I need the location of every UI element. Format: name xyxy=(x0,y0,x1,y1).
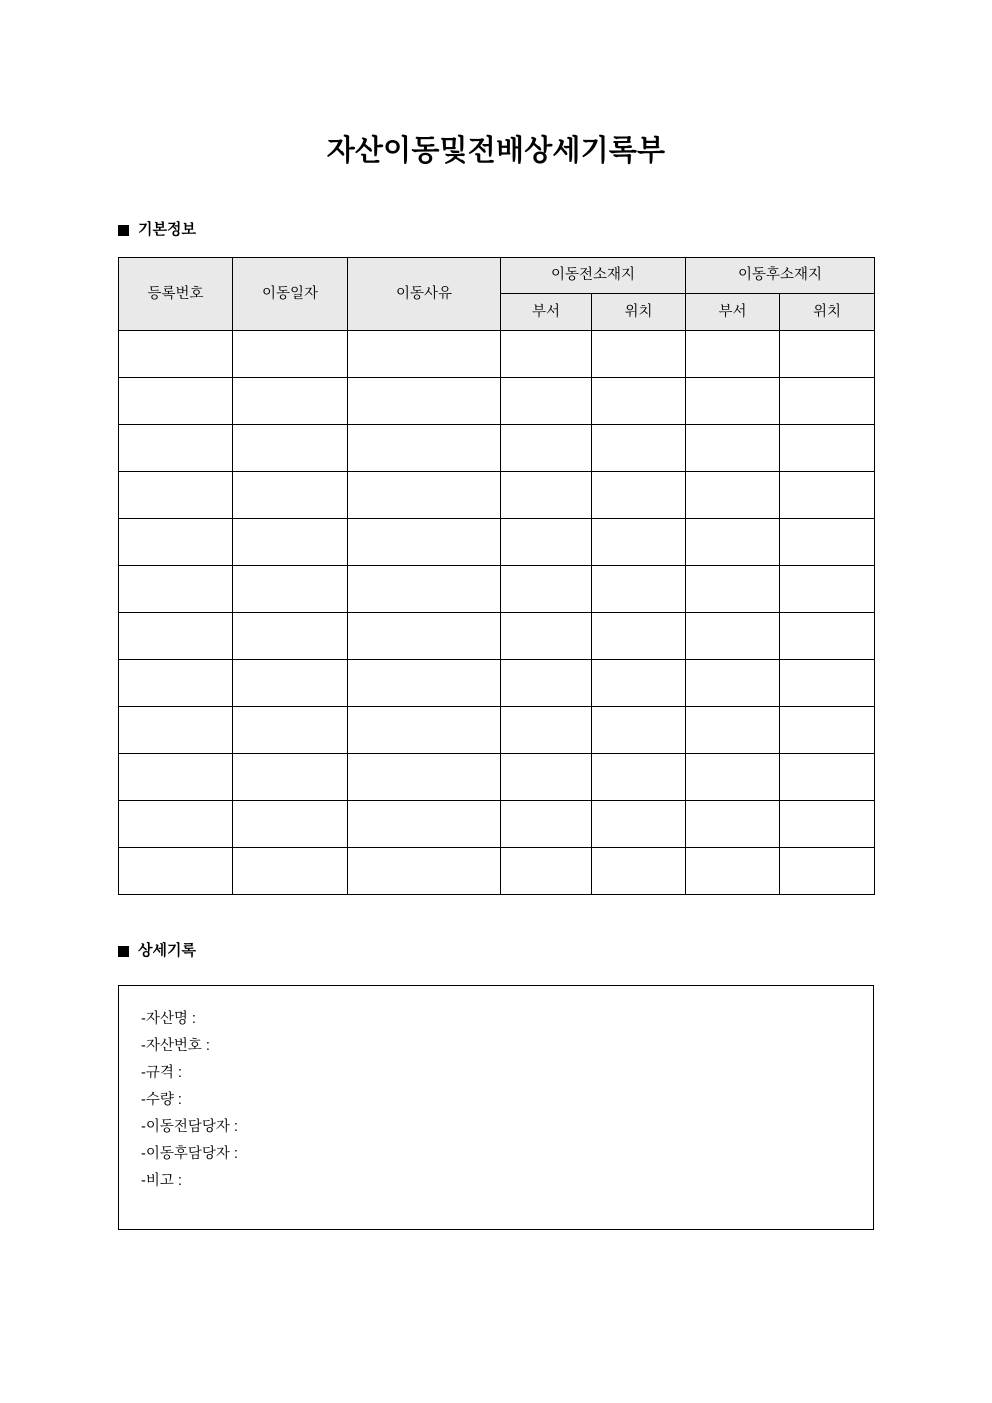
table-cell-empty[interactable] xyxy=(780,613,875,660)
table-cell-empty[interactable] xyxy=(119,754,233,801)
table-cell-empty[interactable] xyxy=(592,707,686,754)
table-cell-empty[interactable] xyxy=(686,801,780,848)
table-cell-empty[interactable] xyxy=(686,331,780,378)
table-cell-empty[interactable] xyxy=(233,801,348,848)
table-cell-empty[interactable] xyxy=(780,707,875,754)
table-cell-empty[interactable] xyxy=(686,378,780,425)
table-row xyxy=(119,425,875,472)
table-cell-empty[interactable] xyxy=(780,660,875,707)
group-header-location-before-move: 이동전소재지 xyxy=(501,258,686,294)
table-cell-empty[interactable] xyxy=(119,613,233,660)
table-row xyxy=(119,754,875,801)
table-cell-empty[interactable] xyxy=(119,707,233,754)
table-row xyxy=(119,519,875,566)
table-cell-empty[interactable] xyxy=(348,566,501,613)
detail-field-line[interactable]: -자산명 : xyxy=(141,1011,196,1027)
table-cell-empty[interactable] xyxy=(592,472,686,519)
table-cell-empty[interactable] xyxy=(119,472,233,519)
table-row xyxy=(119,613,875,660)
table-row xyxy=(119,660,875,707)
table-cell-empty[interactable] xyxy=(501,425,592,472)
table-cell-empty[interactable] xyxy=(780,425,875,472)
table-cell-empty[interactable] xyxy=(592,801,686,848)
table-cell-empty[interactable] xyxy=(592,425,686,472)
table-cell-empty[interactable] xyxy=(592,660,686,707)
table-cell-empty[interactable] xyxy=(501,472,592,519)
table-cell-empty[interactable] xyxy=(348,801,501,848)
table-cell-empty[interactable] xyxy=(780,801,875,848)
table-cell-empty[interactable] xyxy=(501,378,592,425)
table-cell-empty[interactable] xyxy=(686,660,780,707)
table-cell-empty[interactable] xyxy=(686,613,780,660)
table-cell-empty[interactable] xyxy=(348,848,501,895)
square-bullet-icon xyxy=(118,946,129,957)
table-cell-empty[interactable] xyxy=(348,519,501,566)
table-cell-empty[interactable] xyxy=(348,425,501,472)
detail-field-list xyxy=(119,986,873,1195)
table-cell-empty[interactable] xyxy=(119,848,233,895)
table-cell-empty[interactable] xyxy=(686,566,780,613)
column-header-move-reason: 이동사유 xyxy=(348,258,501,331)
section-heading-detail-record-label: 상세기록 xyxy=(138,942,196,959)
column-header-move-date: 이동일자 xyxy=(233,258,348,331)
table-cell-empty[interactable] xyxy=(780,331,875,378)
table-cell-empty[interactable] xyxy=(686,519,780,566)
table-cell-empty[interactable] xyxy=(348,472,501,519)
table-cell-empty[interactable] xyxy=(119,801,233,848)
table-cell-empty[interactable] xyxy=(233,660,348,707)
table-cell-empty[interactable] xyxy=(233,472,348,519)
detail-field-line[interactable]: -자산번호 : xyxy=(141,1038,210,1054)
column-header-registration-number: 등록번호 xyxy=(119,258,233,331)
table-header xyxy=(119,258,875,331)
table-cell-empty[interactable] xyxy=(348,754,501,801)
column-header-before-position: 위치 xyxy=(592,294,686,331)
table-cell-empty[interactable] xyxy=(233,331,348,378)
table-cell-empty[interactable] xyxy=(501,754,592,801)
table-row xyxy=(119,331,875,378)
section-heading-basic-info-label: 기본정보 xyxy=(138,221,196,238)
table-cell-empty[interactable] xyxy=(592,754,686,801)
table-cell-empty[interactable] xyxy=(592,378,686,425)
table-cell-empty[interactable] xyxy=(592,519,686,566)
table-cell-empty[interactable] xyxy=(501,566,592,613)
table-cell-empty[interactable] xyxy=(233,707,348,754)
table-cell-empty[interactable] xyxy=(592,331,686,378)
table-cell-empty[interactable] xyxy=(592,566,686,613)
table-cell-empty[interactable] xyxy=(780,754,875,801)
table-cell-empty[interactable] xyxy=(348,613,501,660)
column-header-before-department: 부서 xyxy=(501,294,592,331)
table-cell-empty[interactable] xyxy=(501,331,592,378)
detail-field-line[interactable]: -규격 : xyxy=(141,1065,182,1081)
section-heading-detail-record xyxy=(118,941,196,961)
section-heading-basic-info xyxy=(118,220,196,240)
table-cell-empty[interactable] xyxy=(592,848,686,895)
table-cell-empty[interactable] xyxy=(686,754,780,801)
group-header-location-after-move: 이동후소재지 xyxy=(686,258,875,294)
table-cell-empty[interactable] xyxy=(233,613,348,660)
table-cell-empty[interactable] xyxy=(119,660,233,707)
table-cell-empty[interactable] xyxy=(780,566,875,613)
table-cell-empty[interactable] xyxy=(233,754,348,801)
table-cell-empty[interactable] xyxy=(501,707,592,754)
table-body xyxy=(119,331,875,895)
table-cell-empty[interactable] xyxy=(501,613,592,660)
table-cell-empty[interactable] xyxy=(119,566,233,613)
table-cell-empty[interactable] xyxy=(686,425,780,472)
table-cell-empty[interactable] xyxy=(348,660,501,707)
detail-field-line[interactable]: -수량 : xyxy=(141,1092,182,1108)
table-cell-empty[interactable] xyxy=(233,378,348,425)
column-header-after-position: 위치 xyxy=(780,294,875,331)
table-cell-empty[interactable] xyxy=(233,519,348,566)
table-cell-empty[interactable] xyxy=(780,848,875,895)
table-cell-empty[interactable] xyxy=(119,331,233,378)
table-cell-empty[interactable] xyxy=(501,660,592,707)
table-cell-empty[interactable] xyxy=(233,848,348,895)
table-cell-empty[interactable] xyxy=(119,378,233,425)
table-cell-empty[interactable] xyxy=(592,613,686,660)
table-cell-empty[interactable] xyxy=(501,801,592,848)
table-cell-empty[interactable] xyxy=(780,519,875,566)
column-header-after-department: 부서 xyxy=(686,294,780,331)
table-cell-empty[interactable] xyxy=(780,472,875,519)
table-cell-empty[interactable] xyxy=(233,425,348,472)
table-cell-empty[interactable] xyxy=(686,707,780,754)
table-header-row-top xyxy=(119,258,875,294)
square-bullet-icon xyxy=(118,225,129,236)
detail-field-line[interactable]: -이동후담당자 : xyxy=(141,1146,238,1162)
table-cell-empty[interactable] xyxy=(501,519,592,566)
table-cell-empty[interactable] xyxy=(686,472,780,519)
table-cell-empty[interactable] xyxy=(348,378,501,425)
table-cell-empty[interactable] xyxy=(233,566,348,613)
table-row xyxy=(119,707,875,754)
table-row xyxy=(119,378,875,425)
table-cell-empty[interactable] xyxy=(501,848,592,895)
table-cell-empty[interactable] xyxy=(119,519,233,566)
table-row xyxy=(119,848,875,895)
detail-record-box[interactable] xyxy=(118,985,874,1230)
table-cell-empty[interactable] xyxy=(348,707,501,754)
table-row xyxy=(119,566,875,613)
table-cell-empty[interactable] xyxy=(348,331,501,378)
detail-field-line[interactable]: -비고 : xyxy=(141,1173,182,1189)
basic-info-table xyxy=(118,257,875,895)
table-cell-empty[interactable] xyxy=(686,848,780,895)
detail-field-line[interactable]: -이동전담당자 : xyxy=(141,1119,238,1135)
table-cell-empty[interactable] xyxy=(780,378,875,425)
page-title: 자산이동및전배상세기록부 xyxy=(326,135,666,167)
table-row xyxy=(119,472,875,519)
table-row xyxy=(119,801,875,848)
table-cell-empty[interactable] xyxy=(119,425,233,472)
